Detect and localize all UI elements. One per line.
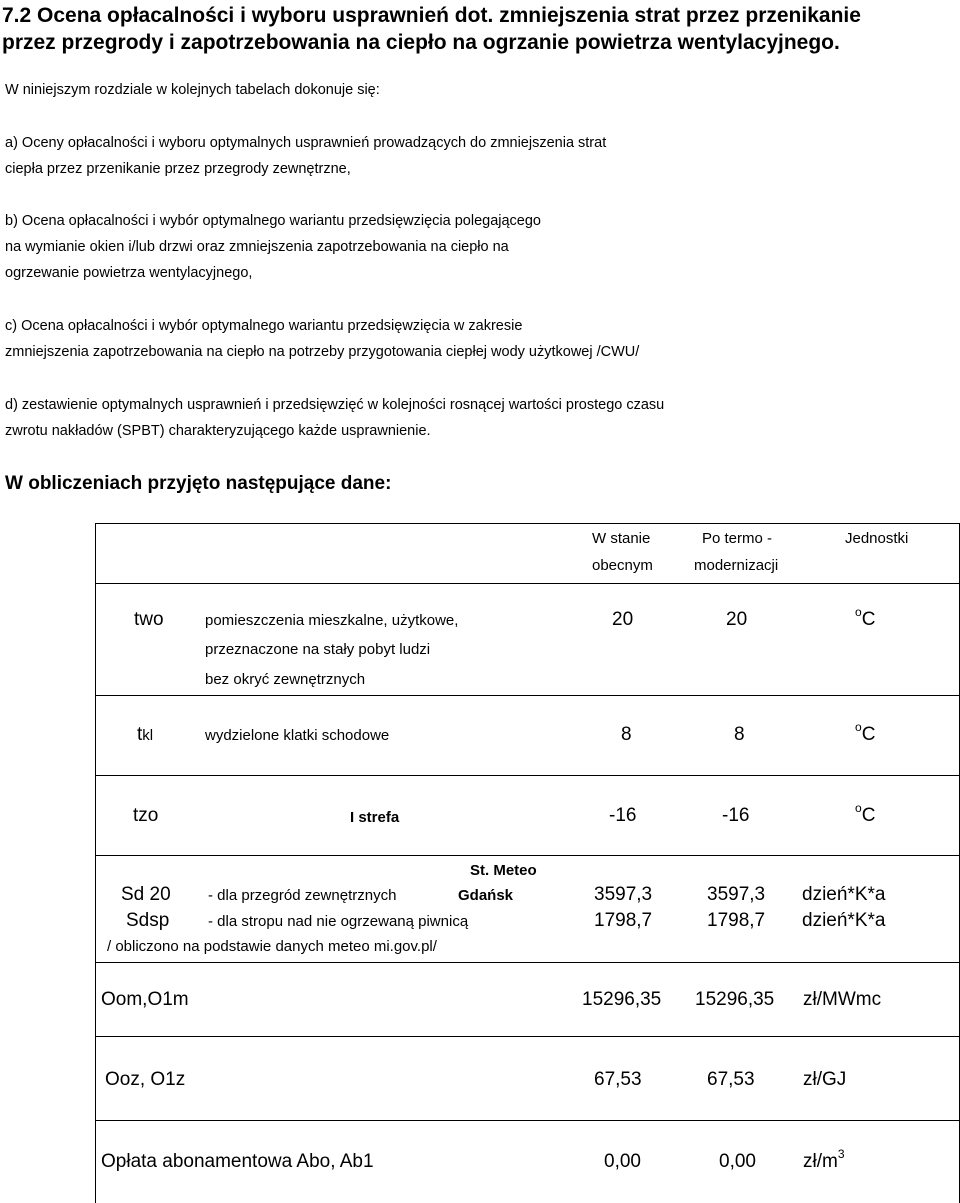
row-ooz-current: 67,53 bbox=[594, 1069, 642, 1090]
row-sd20-after: 3597,3 bbox=[707, 884, 766, 905]
row-ooz-label: Ooz, O1z bbox=[105, 1069, 186, 1090]
table-divider bbox=[95, 775, 960, 776]
table-divider bbox=[95, 1120, 960, 1121]
row-tzo-current: -16 bbox=[609, 805, 637, 826]
row-two-desc-3: bez okryć zewnętrznych bbox=[205, 671, 366, 688]
item-a-line2: ciepła przez przenikanie przez przegrody zewnętrzne, bbox=[5, 161, 351, 177]
item-d-line2: zwrotu nakładów (SPBT) charakteryzującego każde usprawnienie. bbox=[5, 423, 431, 439]
table-divider bbox=[95, 855, 960, 856]
row-abo-after: 0,00 bbox=[719, 1151, 756, 1172]
row-oom-unit: zł/MWmc bbox=[803, 989, 882, 1010]
table-divider bbox=[95, 583, 960, 584]
station-name: Gdańsk bbox=[458, 887, 514, 904]
row-tzo-after: -16 bbox=[722, 805, 750, 826]
row-two-unit: $^o$C bbox=[855, 605, 876, 630]
row-sd20-unit: dzień*K*a bbox=[802, 884, 886, 905]
item-d-line1: d) zestawienie optymalnych usprawnień i przedsięwzięć w kolejności rosnącej wartości prostego czasu bbox=[5, 397, 665, 413]
header-units: Jednostki bbox=[845, 530, 909, 547]
row-two-desc-2: przeznaczone na stały pobyt ludzi bbox=[205, 641, 431, 658]
row-tzo-unit: $^o$C bbox=[855, 801, 876, 826]
item-a-line1: a) Oceny opłacalności i wyboru optymalnych usprawnień prowadzących do zmniejszenia strat bbox=[5, 135, 607, 151]
row-sdsp-symbol: Sdsp bbox=[126, 910, 170, 931]
row-two-symbol: two bbox=[134, 609, 164, 630]
table-divider bbox=[95, 695, 960, 696]
row-sdsp-current: 1798,7 bbox=[594, 910, 653, 931]
row-tkl-unit: $^o$C bbox=[855, 720, 876, 745]
row-sd20-desc: - dla przegród zewnętrznych bbox=[208, 887, 397, 904]
row-tkl-after: 8 bbox=[734, 724, 745, 745]
header-current-2: obecnym bbox=[592, 557, 653, 574]
row-sdsp-unit: dzień*K*a bbox=[802, 910, 886, 931]
row-sd20-current: 3597,3 bbox=[594, 884, 653, 905]
row-two-desc-1: pomieszczenia mieszkalne, użytkowe, bbox=[205, 612, 459, 629]
row-abo-label: Opłata abonamentowa Abo, Ab1 bbox=[101, 1151, 374, 1172]
row-tkl-symbol: tkl bbox=[137, 724, 154, 745]
item-b-line2: na wymianie okien i/lub drzwi oraz zmniejszenia zapotrzebowania na ciepło na bbox=[5, 239, 509, 255]
row-oom-label: Oom,O1m bbox=[101, 989, 189, 1010]
row-two-after: 20 bbox=[726, 609, 748, 630]
item-b-line3: ogrzewanie powietrza wentylacyjnego, bbox=[5, 265, 253, 281]
row-oom-current: 15296,35 bbox=[582, 989, 662, 1010]
intro-text: W niniejszym rozdziale w kolejnych tabelach dokonuje się: bbox=[5, 82, 380, 98]
item-c-line2: zmniejszenia zapotrzebowania na ciepło na potrzeby przygotowania ciepłej wody użytkowej /CWU/ bbox=[5, 344, 640, 360]
section-title-line1: 7.2 Ocena opłacalności i wyboru usprawnień dot. zmniejszenia strat przez przenikanie bbox=[2, 4, 861, 27]
row-sdsp-desc: - dla stropu nad nie ogrzewaną piwnicą bbox=[208, 913, 469, 930]
section-title-line2: przez przegrody i zapotrzebowania na ciepło na ogrzanie powietrza wentylacyjnego. bbox=[2, 31, 840, 54]
row-tkl-current: 8 bbox=[621, 724, 632, 745]
item-c-line1: c) Ocena opłacalności i wybór optymalnego wariantu przedsięwzięcia w zakresie bbox=[5, 318, 523, 334]
row-sdsp-after: 1798,7 bbox=[707, 910, 766, 931]
row-abo-unit: $zł/m^3$ bbox=[803, 1147, 845, 1172]
data-subheading: W obliczeniach przyjęto następujące dane: bbox=[5, 473, 392, 494]
row-tzo-symbol: tzo bbox=[133, 805, 159, 826]
table-divider bbox=[95, 1036, 960, 1037]
row-tkl-desc: wydzielone klatki schodowe bbox=[205, 727, 390, 744]
row-ooz-after: 67,53 bbox=[707, 1069, 755, 1090]
row-two-current: 20 bbox=[612, 609, 634, 630]
row-tzo-zone: I strefa bbox=[350, 809, 400, 826]
header-after-2: modernizacji bbox=[694, 557, 779, 574]
item-b-line1: b) Ocena opłacalności i wybór optymalnego wariantu przedsięwzięcia polegającego bbox=[5, 213, 541, 229]
row-ooz-unit: zł/GJ bbox=[803, 1069, 847, 1090]
row-abo-current: 0,00 bbox=[604, 1151, 641, 1172]
header-current-1: W stanie bbox=[592, 530, 651, 547]
header-after-1: Po termo - bbox=[702, 530, 773, 547]
meteo-source-note: / obliczono na podstawie danych meteo mi.gov.pl/ bbox=[107, 938, 437, 955]
station-label: St. Meteo bbox=[470, 862, 537, 879]
row-oom-after: 15296,35 bbox=[695, 989, 775, 1010]
table-divider bbox=[95, 962, 960, 963]
row-sd20-symbol: Sd 20 bbox=[121, 884, 171, 905]
